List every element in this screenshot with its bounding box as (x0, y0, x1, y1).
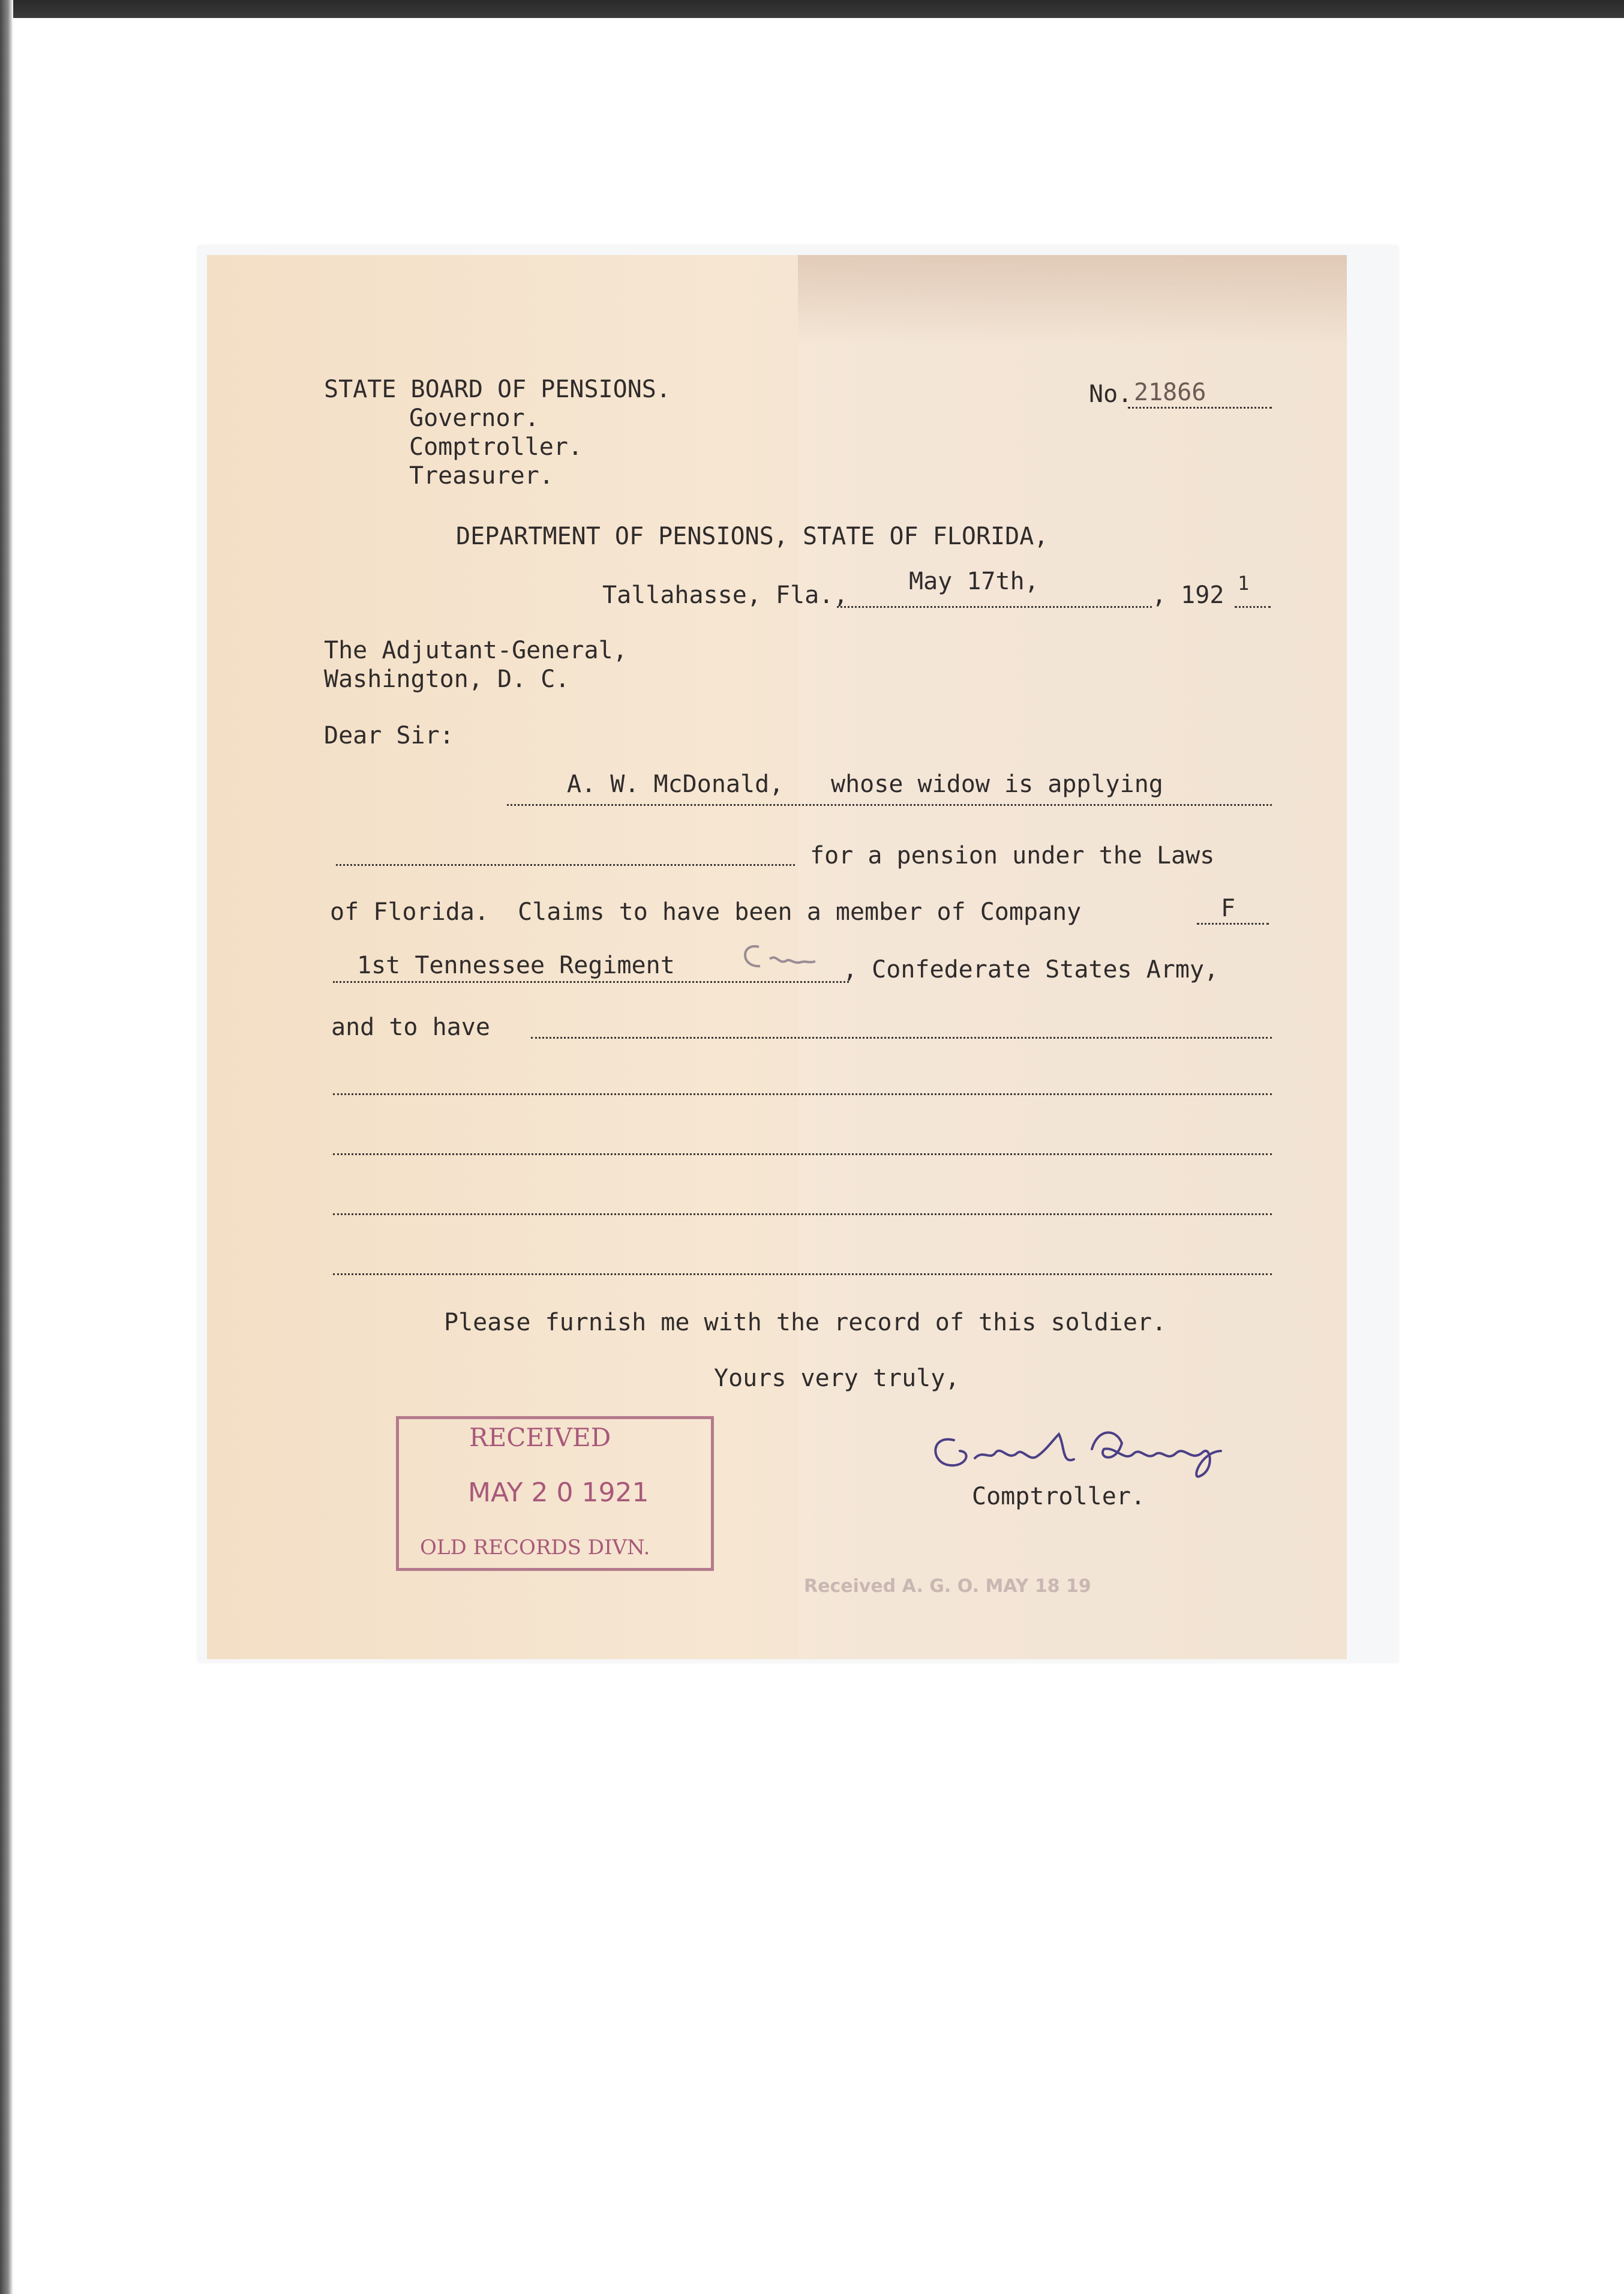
soldier-name: A. W. McDonald, (567, 770, 784, 798)
member-comptroller: Comptroller. (409, 433, 583, 461)
faint-received-stamp: Received A. G. O. MAY 18 19 (804, 1576, 1091, 1597)
regiment-line (333, 981, 849, 983)
form-number-label: No. (1089, 380, 1133, 408)
paper-stain (798, 255, 1347, 345)
blank-line-1 (333, 1093, 1272, 1095)
year-prefix: , 192 (1152, 581, 1224, 609)
body-line-4-suffix: , Confederate States Army, (843, 956, 1219, 983)
stamp-title: RECEIVED (469, 1423, 611, 1452)
body-line-1-underline (507, 804, 1272, 806)
blank-line-3 (333, 1213, 1272, 1215)
comptroller-signature (918, 1416, 1302, 1488)
stamp-office: OLD RECORDS DIVN. (420, 1536, 650, 1560)
applicant-description: whose widow is applying (831, 770, 1163, 798)
year-line (1235, 606, 1271, 608)
board-heading: STATE BOARD OF PENSIONS. (324, 376, 671, 403)
department-heading: DEPARTMENT OF PENSIONS, STATE OF FLORIDA, (456, 523, 1049, 550)
date-place: Tallahasse, Fla., (602, 581, 848, 609)
blank-line-4 (333, 1273, 1272, 1275)
body-line-5-blank (531, 1037, 1272, 1039)
regiment-value: 1st Tennessee Regiment (357, 952, 675, 979)
salutation: Dear Sir: (324, 722, 454, 749)
member-governor: Governor. (409, 404, 539, 432)
year-suffix: 1 (1238, 572, 1250, 595)
date-value: May 17th, (909, 568, 1039, 595)
date-line (837, 606, 1152, 608)
blank-line-2 (333, 1153, 1272, 1155)
scan-top-edge (0, 0, 1624, 18)
body-line-3: of Florida. Claims to have been a member of Company (330, 898, 1082, 926)
member-treasurer: Treasurer. (409, 462, 554, 490)
body-line-5: and to have (331, 1013, 490, 1041)
company-line (1197, 923, 1269, 925)
form-number-line (1128, 407, 1272, 409)
recipient-line-1: The Adjutant-General, (324, 637, 628, 664)
recipient-line-2: Washington, D. C. (324, 665, 570, 693)
body-line-2: for a pension under the Laws (810, 842, 1215, 869)
handwritten-cav-mark (735, 936, 831, 978)
request-sentence: Please furnish me with the record of this soldier. (444, 1309, 1167, 1336)
form-number-value: 21866 (1134, 379, 1206, 406)
signature-title: Comptroller. (972, 1483, 1145, 1510)
company-value: F (1221, 895, 1236, 922)
body-line-2-blank (336, 864, 795, 866)
scan-left-edge (0, 0, 13, 2294)
stamp-date: MAY 2 0 1921 (468, 1477, 649, 1508)
closing: Yours very truly, (714, 1365, 960, 1392)
